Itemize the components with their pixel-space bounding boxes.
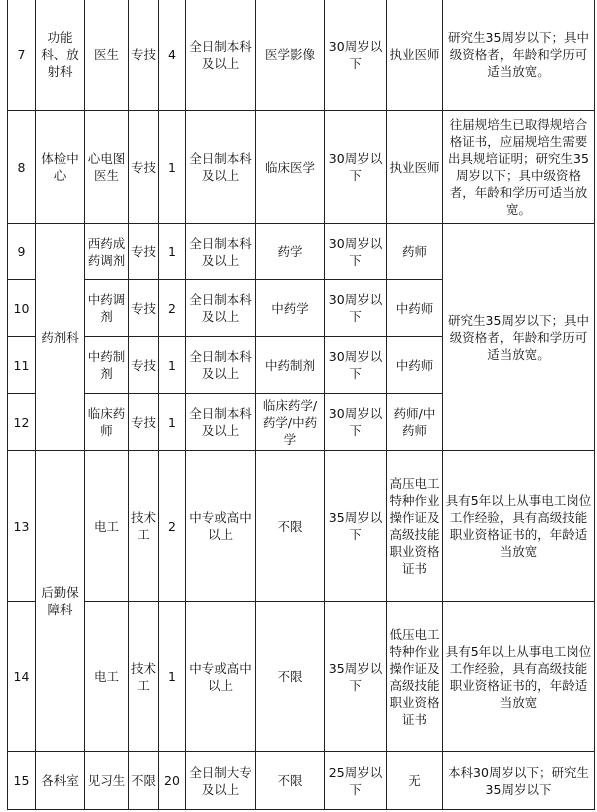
post-type-cell: 专技 <box>129 0 159 111</box>
major-cell: 临床医学 <box>256 111 325 224</box>
age-cell: 30周岁以下 <box>325 337 387 394</box>
department-cell: 药剂科 <box>36 224 85 451</box>
post-cell: 临床药师 <box>85 394 129 451</box>
education-cell: 全日制本科及以上 <box>186 111 256 224</box>
age-cell: 30周岁以下 <box>325 394 387 451</box>
age-cell: 35周岁以下 <box>325 451 387 602</box>
post-type-cell: 专技 <box>129 394 159 451</box>
post-cell: 中药调剂 <box>85 280 129 337</box>
education-cell: 全日制本科及以上 <box>186 0 256 111</box>
major-cell: 医学影像 <box>256 0 325 111</box>
certificate-cell: 低压电工特种作业操作证及高级技能职业资格证书 <box>387 602 443 752</box>
post-cell: 心电图医生 <box>85 111 129 224</box>
certificate-cell: 药师 <box>387 224 443 280</box>
table-row <box>8 111 595 224</box>
post-type-cell: 专技 <box>129 280 159 337</box>
headcount-cell: 4 <box>159 0 186 111</box>
table-row <box>8 752 595 810</box>
education-cell: 全日制本科及以上 <box>186 337 256 394</box>
education-cell: 全日制本科及以上 <box>186 224 256 280</box>
remarks-cell: 具有5年以上从事电工岗位工作经验，具有高级技能职业资格证书的，年龄适当放宽 <box>443 602 595 752</box>
table-row <box>8 451 595 602</box>
table-row <box>8 0 595 111</box>
certificate-cell: 执业医师 <box>387 0 443 111</box>
major-cell: 不限 <box>256 451 325 602</box>
major-cell: 不限 <box>256 752 325 810</box>
post-type-cell: 技术工 <box>129 451 159 602</box>
post-type-cell: 专技 <box>129 224 159 280</box>
row-number: 10 <box>8 280 36 337</box>
major-cell: 中药制剂 <box>256 337 325 394</box>
headcount-cell: 1 <box>159 337 186 394</box>
headcount-cell: 2 <box>159 451 186 602</box>
row-number: 9 <box>8 224 36 280</box>
education-cell: 全日制本科及以上 <box>186 394 256 451</box>
department-cell: 体检中心 <box>36 111 85 224</box>
headcount-cell: 1 <box>159 394 186 451</box>
post-type-cell: 技术工 <box>129 602 159 752</box>
education-cell: 中专或高中以上 <box>186 451 256 602</box>
remarks-cell: 本科30周岁以下；研究生35周岁以下 <box>443 752 595 810</box>
department-cell: 后勤保障科 <box>36 451 85 752</box>
row-number: 13 <box>8 451 36 602</box>
headcount-cell: 2 <box>159 280 186 337</box>
age-cell: 35周岁以下 <box>325 602 387 752</box>
certificate-cell: 药师/中药师 <box>387 394 443 451</box>
major-cell: 药学 <box>256 224 325 280</box>
post-cell: 西药成药调剂 <box>85 224 129 280</box>
certificate-cell: 中药师 <box>387 337 443 394</box>
age-cell: 30周岁以下 <box>325 0 387 111</box>
post-cell: 见习生 <box>85 752 129 810</box>
remarks-cell: 往届规培生已取得规培合格证书，应届规培生需要出具规培证明；研究生35周岁以下；具中级资格者，年龄和学历可适当放宽。 <box>443 111 595 224</box>
post-cell: 中药制剂 <box>85 337 129 394</box>
certificate-cell: 执业医师 <box>387 111 443 224</box>
row-number: 15 <box>8 752 36 810</box>
headcount-cell: 20 <box>159 752 186 810</box>
certificate-cell: 中药师 <box>387 280 443 337</box>
remarks-cell: 具有5年以上从事电工岗位工作经验，具有高级技能职业资格证书的，年龄适当放宽 <box>443 451 595 602</box>
post-type-cell: 专技 <box>129 111 159 224</box>
post-type-cell: 专技 <box>129 337 159 394</box>
age-cell: 30周岁以下 <box>325 111 387 224</box>
row-number: 14 <box>8 602 36 752</box>
headcount-cell: 1 <box>159 224 186 280</box>
certificate-cell: 无 <box>387 752 443 810</box>
recruitment-table <box>7 0 595 810</box>
major-cell: 不限 <box>256 602 325 752</box>
headcount-cell: 1 <box>159 111 186 224</box>
age-cell: 25周岁以下 <box>325 752 387 810</box>
post-type-cell: 不限 <box>129 752 159 810</box>
post-cell: 电工 <box>85 451 129 602</box>
education-cell: 全日制大专及以上 <box>186 752 256 810</box>
remarks-cell: 研究生35周岁以下；具中级资格者，年龄和学历可适当放宽。 <box>443 0 595 111</box>
table-row <box>8 602 595 752</box>
education-cell: 中专或高中以上 <box>186 602 256 752</box>
headcount-cell: 1 <box>159 602 186 752</box>
row-number: 7 <box>8 0 36 111</box>
age-cell: 30周岁以下 <box>325 224 387 280</box>
post-cell: 医生 <box>85 0 129 111</box>
education-cell: 全日制本科及以上 <box>186 280 256 337</box>
major-cell: 临床药学/药学/中药学 <box>256 394 325 451</box>
remarks-cell: 研究生35周岁以下；具中级资格者，年龄和学历可适当放宽。 <box>443 224 595 451</box>
row-number: 11 <box>8 337 36 394</box>
table-row <box>8 224 595 280</box>
major-cell: 中药学 <box>256 280 325 337</box>
row-number: 12 <box>8 394 36 451</box>
department-cell: 功能科、放射科 <box>36 0 85 111</box>
row-number: 8 <box>8 111 36 224</box>
post-cell: 电工 <box>85 602 129 752</box>
certificate-cell: 高压电工特种作业操作证及高级技能职业资格证书 <box>387 451 443 602</box>
age-cell: 30周岁以下 <box>325 280 387 337</box>
department-cell: 各科室 <box>36 752 85 810</box>
